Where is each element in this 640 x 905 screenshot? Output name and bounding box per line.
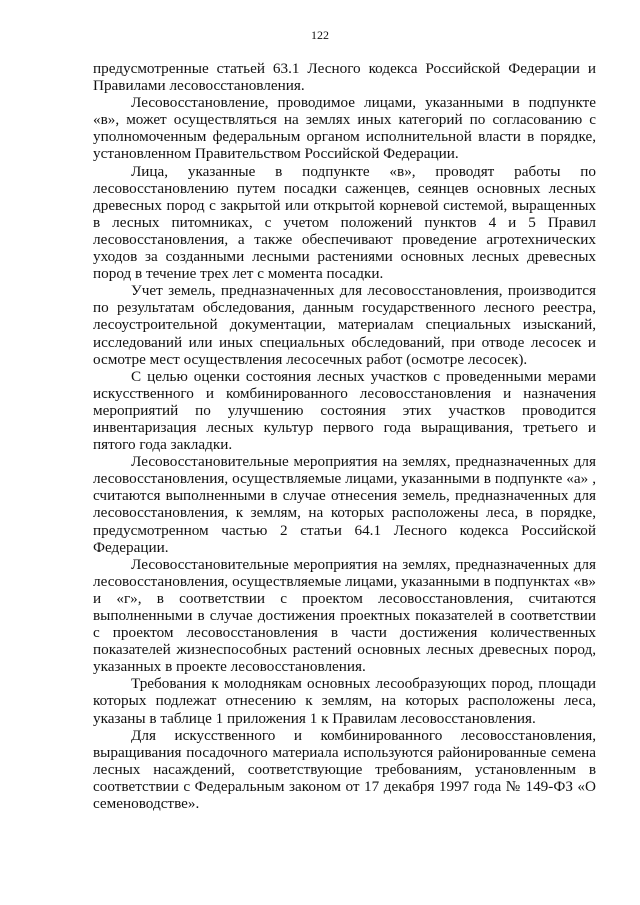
paragraph-6: Лесовосстановительные мероприятия на землях, предназначенных для лесовосстановления, осуществляемые лицами, указанными в подпункте «а» , считаются выполненными в случае отнесения земель, предназначенных для лесовосстановления, к землям, на которых расположены леса, в порядке, предусмотренном частью 2 статьи 64.1 Лесного кодекса Российской Федерации. xyxy=(93,453,596,556)
paragraph-3: Лица, указанные в подпункте «в», проводят работы по лесовосстановлению путем посадки саженцев, сеянцев основных лесных древесных пород с закрытой или открытой корневой системой, выращенных в лесных питомниках, с учетом положений пунктов 4 и 5 Правил лесовосстановления, а также обеспечивают проведение агротехнических уходов за созданными лесными растениями основных лесных древесных пород в течение трех лет с момента посадки. xyxy=(93,162,596,283)
paragraph-4: Учет земель, предназначенных для лесовосстановления, производится по результатам обследования, данным государственного лесного реестра, лесоустроительной документации, материалам специальных изысканий, исследований или иных специальных обследований, при отводе лесосек и осмотре мест осуществления лесосечных работ (осмотре лесосек). xyxy=(93,282,596,368)
paragraph-8: Требования к молоднякам основных лесообразующих пород, площади которых подлежат отнесению к землям, на которых расположены леса, указаны в таблице 1 приложения 1 к Правилам лесовосстановления. xyxy=(93,675,596,727)
paragraph-1: предусмотренные статьей 63.1 Лесного кодекса Российской Федерации и Правилами лесовосстановления. xyxy=(93,60,596,95)
page-number: 122 xyxy=(311,28,329,42)
body-text xyxy=(93,60,596,812)
paragraph-2: Лесовосстановление, проводимое лицами, указанными в подпункте «в», может осуществляться на землях иных категорий по согласованию с уполномоченным федеральным органом исполнительной власти в порядке, установленном Правительством Российской Федерации. xyxy=(93,94,596,163)
paragraph-5: С целью оценки состояния лесных участков с проведенными мерами искусственного и комбинированного лесовосстановления и назначения мероприятий по улучшению состояния этих участков проводится инвентаризация лесных культур первого года выращивания, третьего и пятого года закладки. xyxy=(93,367,596,454)
paragraph-9: Для искусственного и комбинированного лесовосстановления, выращивания посадочного материала используются районированные семена лесных насаждений, соответствующие требованиям, установленным в соответствии с Федеральным законом от 17 декабря 1997 года № 149-ФЗ «О семеноводстве». xyxy=(93,726,596,813)
paragraph-7: Лесовосстановительные мероприятия на землях, предназначенных для лесовосстановления, осуществляемые лицами, указанными в подпунктах «в» и «г», в соответствии с проектом лесовосстановления, считаются выполненными в случае достижения проектных показателей в соответствии с проектом лесовосстановления в части достижения количественных показателей жизнеспособных растений основных лесных древесных пород, указанных в проекте лесовосстановления. xyxy=(93,555,596,676)
